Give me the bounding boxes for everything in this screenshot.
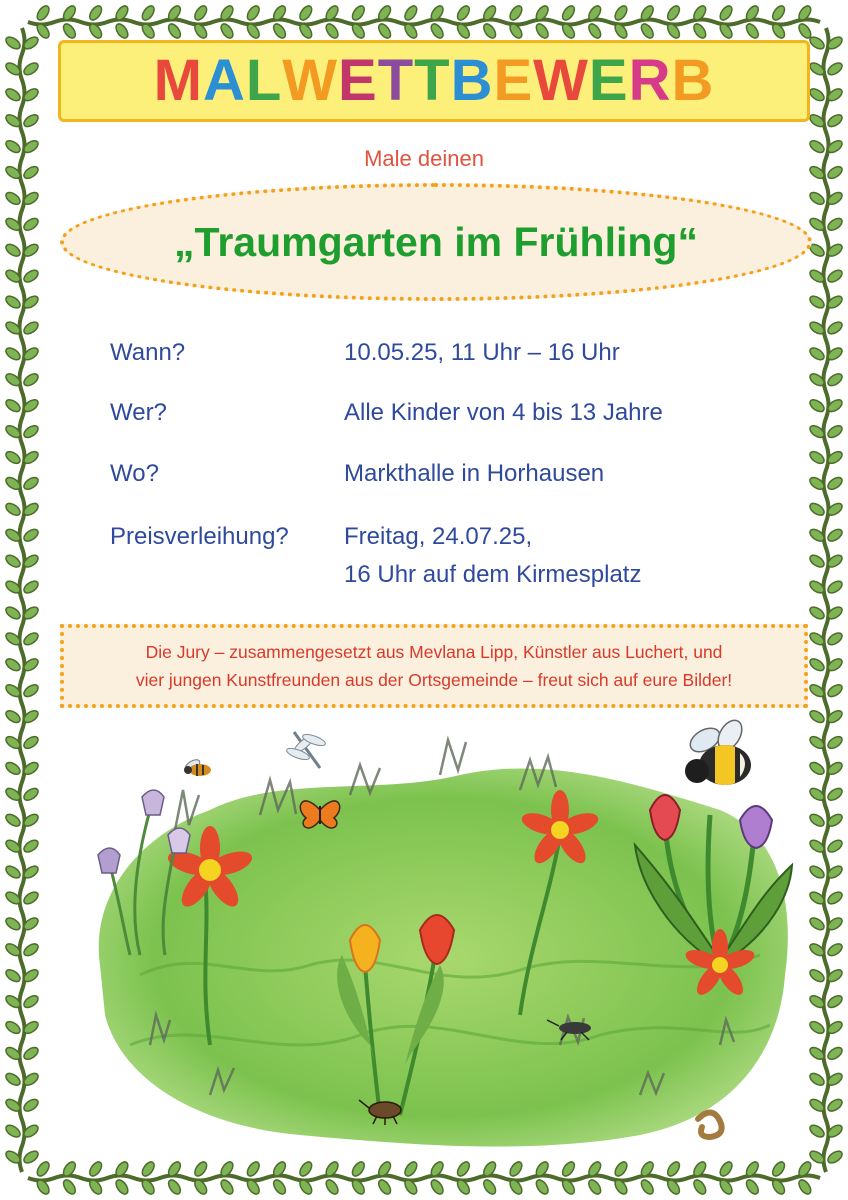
vine-leaf: [245, 4, 262, 22]
vine-leaf: [114, 1178, 131, 1196]
vine-leaf: [22, 941, 40, 958]
vine-leaf: [4, 501, 22, 518]
who-value: Alle Kinder von 4 bis 13 Jahre: [344, 399, 663, 426]
vine-leaf: [140, 1160, 157, 1178]
vine-leaf: [826, 1149, 844, 1166]
vine-leaf: [22, 579, 40, 596]
vine-leaf: [826, 993, 844, 1010]
banner-letter-0: M: [153, 48, 203, 113]
vine-leaf: [298, 4, 315, 22]
vine-leaf: [4, 294, 22, 311]
vine-leaf: [22, 890, 40, 907]
vine-leaf: [826, 61, 844, 78]
vine-leaf: [403, 1160, 420, 1178]
vine-leaf: [4, 190, 22, 207]
banner-letter-8: E: [493, 48, 534, 113]
vine-leaf: [4, 1071, 22, 1088]
vine-leaf: [35, 4, 52, 22]
vine-leaf: [22, 112, 40, 129]
vine-leaf: [455, 1160, 472, 1178]
banner-letter-1: A: [202, 48, 246, 113]
vine-leaf: [271, 22, 288, 40]
vine-leaf: [744, 1178, 761, 1196]
vine-leaf: [4, 1019, 22, 1036]
when-label: Wann?: [110, 339, 186, 366]
vine-leaf: [692, 1178, 709, 1196]
vine-leaf: [35, 1160, 52, 1178]
banner-letter-5: T: [377, 48, 415, 113]
banner-letter-10: E: [588, 48, 629, 113]
vine-leaf: [665, 1160, 682, 1178]
vine-leaf: [826, 320, 844, 337]
vine-leaf: [22, 631, 40, 648]
vine-leaf: [808, 294, 826, 311]
vine-leaf: [455, 4, 472, 22]
vine-leaf: [826, 371, 844, 388]
vine-leaf: [613, 4, 630, 22]
vine-leaf: [22, 371, 40, 388]
vine-leaf: [808, 1123, 826, 1140]
banner-letter-11: R: [628, 48, 672, 113]
vine-leaf: [4, 656, 22, 673]
vine-leaf: [560, 1160, 577, 1178]
vine-leaf: [22, 1097, 40, 1114]
award-label: Preisverleihung?: [110, 523, 289, 550]
larva: [698, 1112, 722, 1137]
vine-leaf: [718, 1160, 735, 1178]
vine-leaf: [22, 682, 40, 699]
vine-leaf: [350, 4, 367, 22]
dragonfly: [285, 732, 326, 768]
vine-leaf: [4, 346, 22, 363]
vine-leaf: [826, 838, 844, 855]
vine-leaf: [140, 4, 157, 22]
vine-leaf: [826, 734, 844, 751]
vine-leaf: [808, 812, 826, 829]
vine-leaf: [4, 708, 22, 725]
vine-leaf: [4, 86, 22, 103]
banner-letter-4: E: [338, 48, 378, 113]
vine-leaf: [22, 734, 40, 751]
subtitle: Male deinen: [364, 146, 484, 171]
vine-leaf: [219, 22, 236, 40]
vine-leaf: [534, 22, 551, 40]
vine-leaf: [192, 4, 209, 22]
vine-leaf: [4, 397, 22, 414]
vine-leaf: [4, 35, 22, 52]
jury-box: [60, 624, 808, 708]
vine-leaf: [298, 1160, 315, 1178]
vine-leaf: [4, 1123, 22, 1140]
vine-leaf: [808, 967, 826, 984]
vine-leaf: [61, 1178, 78, 1196]
who-label: Wer?: [110, 399, 167, 426]
banner-letter-6: T: [414, 48, 451, 113]
vine-leaf: [797, 1178, 814, 1196]
vine-leaf: [166, 22, 183, 40]
vine-leaf: [808, 397, 826, 414]
vine-leaf: [376, 1178, 393, 1196]
vine-leaf: [808, 35, 826, 52]
vine-leaf: [61, 22, 78, 40]
banner-letter-2: L: [245, 48, 283, 113]
where-label: Wo?: [110, 460, 159, 487]
vine-leaf: [534, 1178, 551, 1196]
vine-leaf: [429, 1178, 446, 1196]
vine-leaf: [826, 423, 844, 440]
when-value: 10.05.25, 11 Uhr – 16 Uhr: [344, 339, 620, 366]
vine-leaf: [692, 22, 709, 40]
vine-leaf: [22, 1045, 40, 1062]
vine-leaf: [586, 22, 603, 40]
banner-letter-7: B: [450, 48, 494, 113]
vine-leaf: [826, 941, 844, 958]
vine-leaf: [586, 1178, 603, 1196]
vine-leaf: [481, 1178, 498, 1196]
vine-leaf: [4, 242, 22, 259]
vine-leaf: [808, 346, 826, 363]
vine-leaf: [808, 864, 826, 881]
banner-letter-3: W: [282, 48, 339, 113]
vine-leaf: [826, 786, 844, 803]
vine-leaf: [770, 4, 787, 22]
vine-leaf: [4, 812, 22, 829]
where-value: Markthalle in Horhausen: [344, 460, 605, 487]
vine-leaf: [826, 1097, 844, 1114]
vine-leaf: [22, 838, 40, 855]
vine-leaf: [826, 527, 844, 544]
vine-leaf: [826, 631, 844, 648]
vine-leaf: [826, 112, 844, 129]
vine-leaf: [808, 708, 826, 725]
award-value-place: 16 Uhr auf dem Kirmesplatz: [344, 561, 642, 588]
vine-leaf: [22, 527, 40, 544]
vine-leaf: [508, 1160, 525, 1178]
vine-leaf: [22, 1149, 40, 1166]
vine-leaf: [219, 1178, 236, 1196]
headline-oval: [60, 183, 812, 301]
honey-bee: [184, 758, 211, 776]
garden-illustration: [80, 715, 800, 1160]
vine-leaf: [808, 605, 826, 622]
vine-leaf: [826, 579, 844, 596]
vine-leaf: [350, 1160, 367, 1178]
vine-leaf: [639, 22, 656, 40]
vine-leaf: [4, 916, 22, 933]
vine-leaf: [245, 1160, 262, 1178]
vine-leaf: [87, 1160, 104, 1178]
vine-leaf: [4, 553, 22, 570]
vine-leaf: [192, 1160, 209, 1178]
vine-leaf: [826, 890, 844, 907]
vine-leaf: [4, 967, 22, 984]
vine-leaf: [271, 1178, 288, 1196]
vine-leaf: [808, 760, 826, 777]
vine-leaf: [808, 1071, 826, 1088]
vine-leaf: [826, 268, 844, 285]
banner-letter-9: W: [533, 48, 589, 113]
banner-title: [153, 48, 715, 113]
vine-leaf: [808, 553, 826, 570]
title-banner: [58, 40, 810, 122]
vine-leaf: [639, 1178, 656, 1196]
vine-leaf: [808, 1019, 826, 1036]
vine-leaf: [324, 1178, 341, 1196]
vine-leaf: [429, 22, 446, 40]
vine-leaf: [22, 216, 40, 233]
vine-leaf: [324, 22, 341, 40]
vine-leaf: [826, 475, 844, 492]
vine-leaf: [4, 449, 22, 466]
vine-leaf: [508, 4, 525, 22]
vine-leaf: [808, 916, 826, 933]
vine-leaf: [770, 1160, 787, 1178]
vine-leaf: [22, 423, 40, 440]
vine-leaf: [22, 475, 40, 492]
headline: „Traumgarten im Frühling“: [174, 218, 698, 265]
bumblebee: [685, 716, 751, 785]
vine-leaf: [665, 4, 682, 22]
vine-leaf: [22, 786, 40, 803]
vine-leaf: [481, 22, 498, 40]
vine-leaf: [4, 760, 22, 777]
vine-leaf: [114, 22, 131, 40]
vine-leaf: [403, 4, 420, 22]
vine-leaf: [560, 4, 577, 22]
vine-leaf: [808, 656, 826, 673]
vine-leaf: [22, 268, 40, 285]
vine-leaf: [22, 61, 40, 78]
vine-leaf: [87, 4, 104, 22]
vine-leaf: [22, 993, 40, 1010]
vine-leaf: [808, 86, 826, 103]
vine-leaf: [744, 22, 761, 40]
jury-text-line-1: Die Jury – zusammengesetzt aus Mevlana Lipp, Künstler aus Luchert, und: [145, 642, 723, 662]
vine-leaf: [808, 190, 826, 207]
vine-leaf: [166, 1178, 183, 1196]
vine-leaf: [613, 1160, 630, 1178]
vine-leaf: [808, 501, 826, 518]
award-value-date: Freitag, 24.07.25,: [344, 523, 533, 550]
vine-leaf: [826, 1045, 844, 1062]
banner-letter-12: B: [671, 48, 715, 113]
vine-leaf: [808, 449, 826, 466]
vine-leaf: [718, 4, 735, 22]
vine-leaf: [826, 682, 844, 699]
vine-leaf: [826, 216, 844, 233]
vine-leaf: [376, 22, 393, 40]
jury-text-line-2: vier jungen Kunstfreunden aus der Ortsgemeinde – freut sich auf eure Bilder!: [135, 670, 733, 690]
vine-leaf: [22, 320, 40, 337]
vine-leaf: [4, 605, 22, 622]
vine-leaf: [4, 864, 22, 881]
